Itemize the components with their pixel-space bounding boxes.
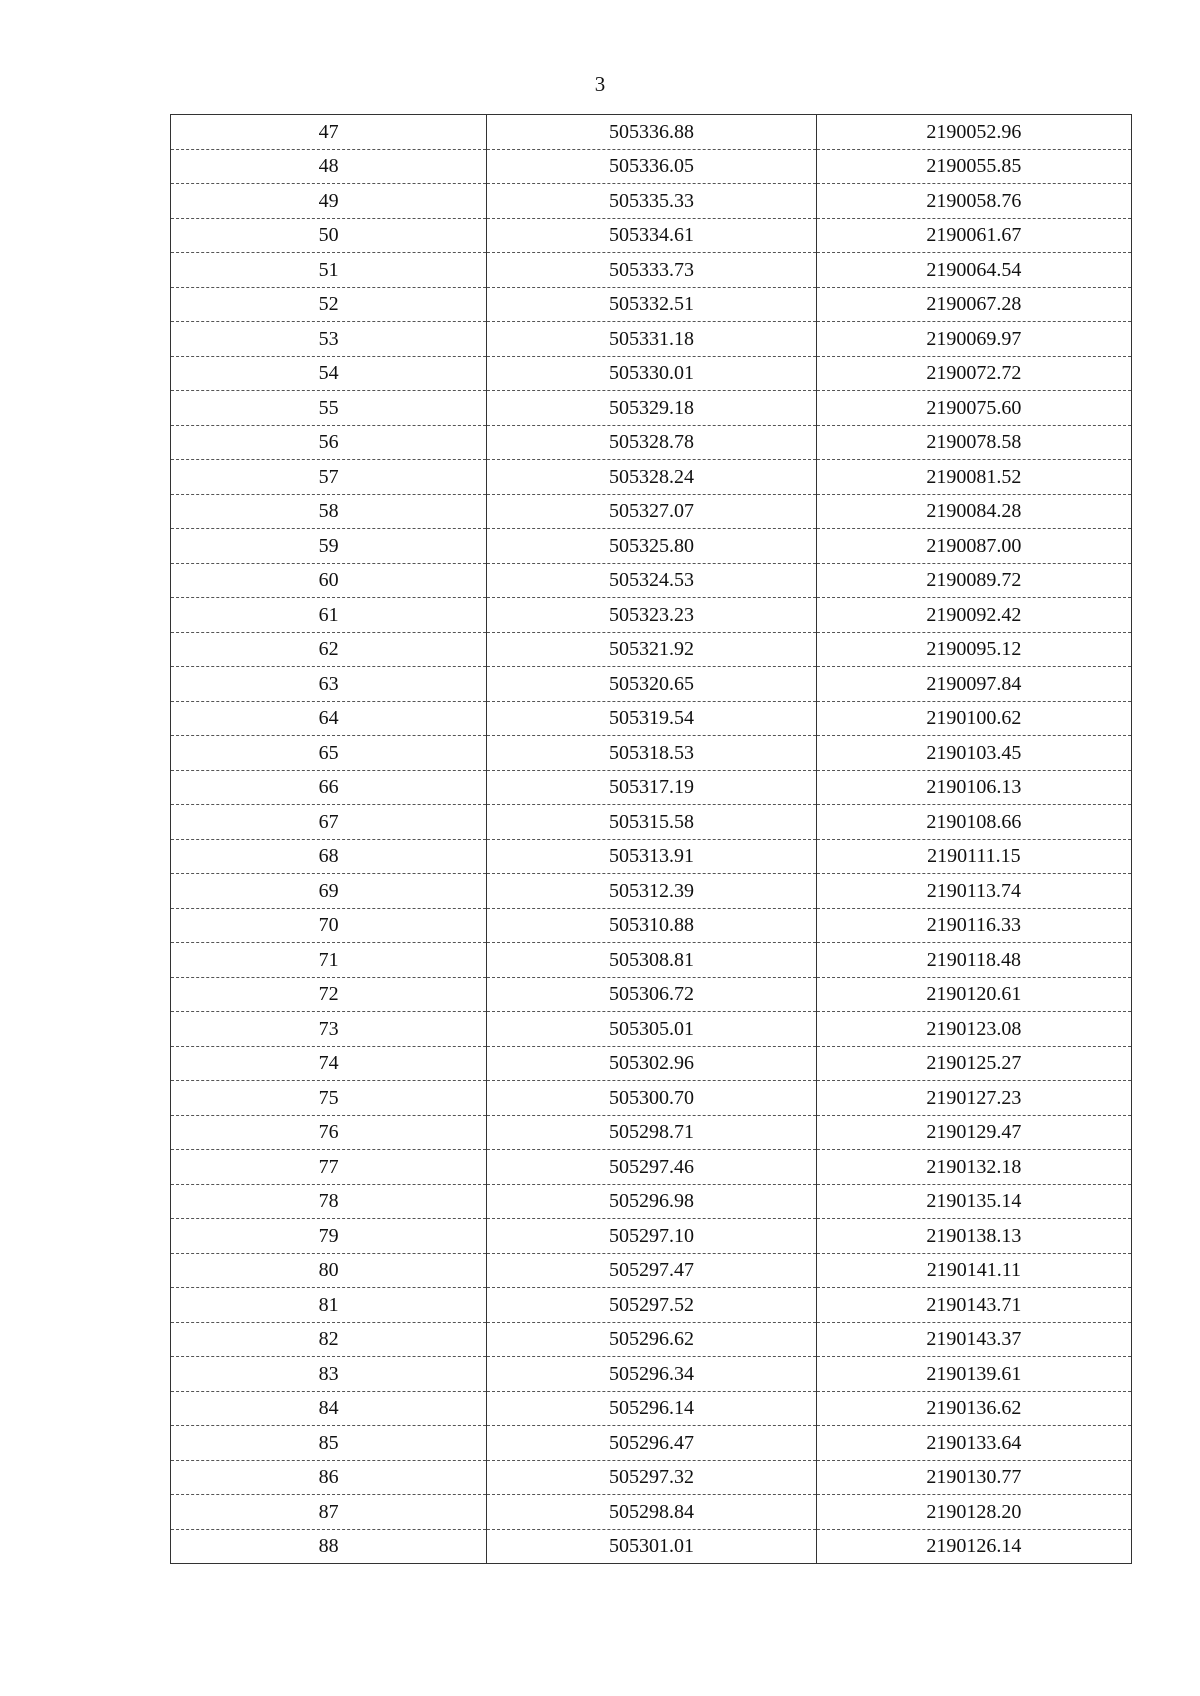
x-coordinate-cell: 505315.58 bbox=[487, 805, 816, 840]
table-row bbox=[171, 425, 1132, 460]
y-coordinate-cell: 2190072.72 bbox=[816, 356, 1131, 391]
x-coordinate-cell: 505332.51 bbox=[487, 287, 816, 322]
point-number-cell: 52 bbox=[171, 287, 487, 322]
point-number-cell: 77 bbox=[171, 1150, 487, 1185]
point-number-cell: 47 bbox=[171, 115, 487, 150]
y-coordinate-cell: 2190067.28 bbox=[816, 287, 1131, 322]
y-coordinate-cell: 2190136.62 bbox=[816, 1391, 1131, 1426]
y-coordinate-cell: 2190103.45 bbox=[816, 736, 1131, 771]
point-number-cell: 57 bbox=[171, 460, 487, 495]
table-row bbox=[171, 839, 1132, 874]
point-number-cell: 55 bbox=[171, 391, 487, 426]
x-coordinate-cell: 505321.92 bbox=[487, 632, 816, 667]
point-number-cell: 78 bbox=[171, 1184, 487, 1219]
x-coordinate-cell: 505297.52 bbox=[487, 1288, 816, 1323]
table-row bbox=[171, 563, 1132, 598]
x-coordinate-cell: 505313.91 bbox=[487, 839, 816, 874]
table-row bbox=[171, 1495, 1132, 1530]
point-number-cell: 76 bbox=[171, 1115, 487, 1150]
point-number-cell: 80 bbox=[171, 1253, 487, 1288]
x-coordinate-cell: 505312.39 bbox=[487, 874, 816, 909]
point-number-cell: 69 bbox=[171, 874, 487, 909]
y-coordinate-cell: 2190113.74 bbox=[816, 874, 1131, 909]
table-row bbox=[171, 943, 1132, 978]
table-row bbox=[171, 770, 1132, 805]
table-row bbox=[171, 218, 1132, 253]
table-row bbox=[171, 908, 1132, 943]
y-coordinate-cell: 2190087.00 bbox=[816, 529, 1131, 564]
table-row bbox=[171, 253, 1132, 288]
x-coordinate-cell: 505306.72 bbox=[487, 977, 816, 1012]
table-row bbox=[171, 805, 1132, 840]
y-coordinate-cell: 2190135.14 bbox=[816, 1184, 1131, 1219]
point-number-cell: 48 bbox=[171, 149, 487, 184]
point-number-cell: 61 bbox=[171, 598, 487, 633]
point-number-cell: 50 bbox=[171, 218, 487, 253]
coordinate-table bbox=[170, 114, 1132, 1564]
table-row bbox=[171, 149, 1132, 184]
point-number-cell: 73 bbox=[171, 1012, 487, 1047]
y-coordinate-cell: 2190058.76 bbox=[816, 184, 1131, 219]
x-coordinate-cell: 505296.34 bbox=[487, 1357, 816, 1392]
y-coordinate-cell: 2190116.33 bbox=[816, 908, 1131, 943]
table-row bbox=[171, 529, 1132, 564]
table-row bbox=[171, 1426, 1132, 1461]
point-number-cell: 54 bbox=[171, 356, 487, 391]
y-coordinate-cell: 2190100.62 bbox=[816, 701, 1131, 736]
y-coordinate-cell: 2190125.27 bbox=[816, 1046, 1131, 1081]
table-row bbox=[171, 1219, 1132, 1254]
table-row bbox=[171, 1184, 1132, 1219]
point-number-cell: 72 bbox=[171, 977, 487, 1012]
table-row bbox=[171, 736, 1132, 771]
point-number-cell: 66 bbox=[171, 770, 487, 805]
table-row bbox=[171, 1150, 1132, 1185]
point-number-cell: 85 bbox=[171, 1426, 487, 1461]
table-row bbox=[171, 1460, 1132, 1495]
x-coordinate-cell: 505298.71 bbox=[487, 1115, 816, 1150]
point-number-cell: 82 bbox=[171, 1322, 487, 1357]
y-coordinate-cell: 2190123.08 bbox=[816, 1012, 1131, 1047]
table-row bbox=[171, 598, 1132, 633]
x-coordinate-cell: 505297.47 bbox=[487, 1253, 816, 1288]
point-number-cell: 74 bbox=[171, 1046, 487, 1081]
y-coordinate-cell: 2190132.18 bbox=[816, 1150, 1131, 1185]
x-coordinate-cell: 505317.19 bbox=[487, 770, 816, 805]
table-row bbox=[171, 1081, 1132, 1116]
x-coordinate-cell: 505310.88 bbox=[487, 908, 816, 943]
point-number-cell: 64 bbox=[171, 701, 487, 736]
y-coordinate-cell: 2190106.13 bbox=[816, 770, 1131, 805]
y-coordinate-cell: 2190120.61 bbox=[816, 977, 1131, 1012]
point-number-cell: 83 bbox=[171, 1357, 487, 1392]
y-coordinate-cell: 2190141.11 bbox=[816, 1253, 1131, 1288]
table-row bbox=[171, 1357, 1132, 1392]
x-coordinate-cell: 505305.01 bbox=[487, 1012, 816, 1047]
y-coordinate-cell: 2190128.20 bbox=[816, 1495, 1131, 1530]
y-coordinate-cell: 2190061.67 bbox=[816, 218, 1131, 253]
point-number-cell: 79 bbox=[171, 1219, 487, 1254]
x-coordinate-cell: 505330.01 bbox=[487, 356, 816, 391]
x-coordinate-cell: 505297.46 bbox=[487, 1150, 816, 1185]
x-coordinate-cell: 505325.80 bbox=[487, 529, 816, 564]
table-row bbox=[171, 287, 1132, 322]
page-number: 3 bbox=[594, 72, 606, 96]
x-coordinate-cell: 505302.96 bbox=[487, 1046, 816, 1081]
x-coordinate-cell: 505298.84 bbox=[487, 1495, 816, 1530]
y-coordinate-cell: 2190133.64 bbox=[816, 1426, 1131, 1461]
x-coordinate-cell: 505319.54 bbox=[487, 701, 816, 736]
point-number-cell: 56 bbox=[171, 425, 487, 460]
x-coordinate-cell: 505324.53 bbox=[487, 563, 816, 598]
point-number-cell: 63 bbox=[171, 667, 487, 702]
x-coordinate-cell: 505333.73 bbox=[487, 253, 816, 288]
x-coordinate-cell: 505296.98 bbox=[487, 1184, 816, 1219]
table-row bbox=[171, 977, 1132, 1012]
y-coordinate-cell: 2190055.85 bbox=[816, 149, 1131, 184]
table-row bbox=[171, 391, 1132, 426]
y-coordinate-cell: 2190118.48 bbox=[816, 943, 1131, 978]
x-coordinate-cell: 505300.70 bbox=[487, 1081, 816, 1116]
table-row bbox=[171, 874, 1132, 909]
x-coordinate-cell: 505297.32 bbox=[487, 1460, 816, 1495]
y-coordinate-cell: 2190143.37 bbox=[816, 1322, 1131, 1357]
y-coordinate-cell: 2190069.97 bbox=[816, 322, 1131, 357]
table-row bbox=[171, 322, 1132, 357]
point-number-cell: 71 bbox=[171, 943, 487, 978]
x-coordinate-cell: 505323.23 bbox=[487, 598, 816, 633]
x-coordinate-cell: 505296.47 bbox=[487, 1426, 816, 1461]
x-coordinate-cell: 505334.61 bbox=[487, 218, 816, 253]
y-coordinate-cell: 2190095.12 bbox=[816, 632, 1131, 667]
y-coordinate-cell: 2190078.58 bbox=[816, 425, 1131, 460]
x-coordinate-cell: 505328.78 bbox=[487, 425, 816, 460]
y-coordinate-cell: 2190081.52 bbox=[816, 460, 1131, 495]
table-row bbox=[171, 701, 1132, 736]
point-number-cell: 49 bbox=[171, 184, 487, 219]
point-number-cell: 59 bbox=[171, 529, 487, 564]
x-coordinate-cell: 505329.18 bbox=[487, 391, 816, 426]
y-coordinate-cell: 2190139.61 bbox=[816, 1357, 1131, 1392]
y-coordinate-cell: 2190143.71 bbox=[816, 1288, 1131, 1323]
y-coordinate-cell: 2190130.77 bbox=[816, 1460, 1131, 1495]
x-coordinate-cell: 505331.18 bbox=[487, 322, 816, 357]
y-coordinate-cell: 2190064.54 bbox=[816, 253, 1131, 288]
point-number-cell: 81 bbox=[171, 1288, 487, 1323]
table-row bbox=[171, 356, 1132, 391]
table-row bbox=[171, 184, 1132, 219]
x-coordinate-cell: 505335.33 bbox=[487, 184, 816, 219]
point-number-cell: 75 bbox=[171, 1081, 487, 1116]
y-coordinate-cell: 2190138.13 bbox=[816, 1219, 1131, 1254]
point-number-cell: 60 bbox=[171, 563, 487, 598]
point-number-cell: 62 bbox=[171, 632, 487, 667]
y-coordinate-cell: 2190084.28 bbox=[816, 494, 1131, 529]
point-number-cell: 68 bbox=[171, 839, 487, 874]
point-number-cell: 67 bbox=[171, 805, 487, 840]
x-coordinate-cell: 505308.81 bbox=[487, 943, 816, 978]
table-row bbox=[171, 494, 1132, 529]
y-coordinate-cell: 2190129.47 bbox=[816, 1115, 1131, 1150]
coordinate-table-body bbox=[171, 115, 1132, 1564]
x-coordinate-cell: 505318.53 bbox=[487, 736, 816, 771]
x-coordinate-cell: 505336.05 bbox=[487, 149, 816, 184]
y-coordinate-cell: 2190108.66 bbox=[816, 805, 1131, 840]
y-coordinate-cell: 2190126.14 bbox=[816, 1529, 1131, 1564]
x-coordinate-cell: 505320.65 bbox=[487, 667, 816, 702]
table-row bbox=[171, 1115, 1132, 1150]
x-coordinate-cell: 505327.07 bbox=[487, 494, 816, 529]
table-row bbox=[171, 1288, 1132, 1323]
x-coordinate-cell: 505296.62 bbox=[487, 1322, 816, 1357]
table-row bbox=[171, 1253, 1132, 1288]
point-number-cell: 86 bbox=[171, 1460, 487, 1495]
y-coordinate-cell: 2190097.84 bbox=[816, 667, 1131, 702]
table-row bbox=[171, 1322, 1132, 1357]
point-number-cell: 51 bbox=[171, 253, 487, 288]
point-number-cell: 87 bbox=[171, 1495, 487, 1530]
x-coordinate-cell: 505301.01 bbox=[487, 1529, 816, 1564]
table-row bbox=[171, 1046, 1132, 1081]
x-coordinate-cell: 505328.24 bbox=[487, 460, 816, 495]
y-coordinate-cell: 2190111.15 bbox=[816, 839, 1131, 874]
point-number-cell: 53 bbox=[171, 322, 487, 357]
y-coordinate-cell: 2190127.23 bbox=[816, 1081, 1131, 1116]
table-row bbox=[171, 632, 1132, 667]
y-coordinate-cell: 2190052.96 bbox=[816, 115, 1131, 150]
point-number-cell: 84 bbox=[171, 1391, 487, 1426]
x-coordinate-cell: 505296.14 bbox=[487, 1391, 816, 1426]
table-row bbox=[171, 1391, 1132, 1426]
x-coordinate-cell: 505297.10 bbox=[487, 1219, 816, 1254]
point-number-cell: 65 bbox=[171, 736, 487, 771]
x-coordinate-cell: 505336.88 bbox=[487, 115, 816, 150]
point-number-cell: 58 bbox=[171, 494, 487, 529]
point-number-cell: 88 bbox=[171, 1529, 487, 1564]
table-row bbox=[171, 115, 1132, 150]
y-coordinate-cell: 2190089.72 bbox=[816, 563, 1131, 598]
y-coordinate-cell: 2190092.42 bbox=[816, 598, 1131, 633]
table-row bbox=[171, 1012, 1132, 1047]
table-row bbox=[171, 1529, 1132, 1564]
y-coordinate-cell: 2190075.60 bbox=[816, 391, 1131, 426]
table-row bbox=[171, 667, 1132, 702]
table-row bbox=[171, 460, 1132, 495]
point-number-cell: 70 bbox=[171, 908, 487, 943]
